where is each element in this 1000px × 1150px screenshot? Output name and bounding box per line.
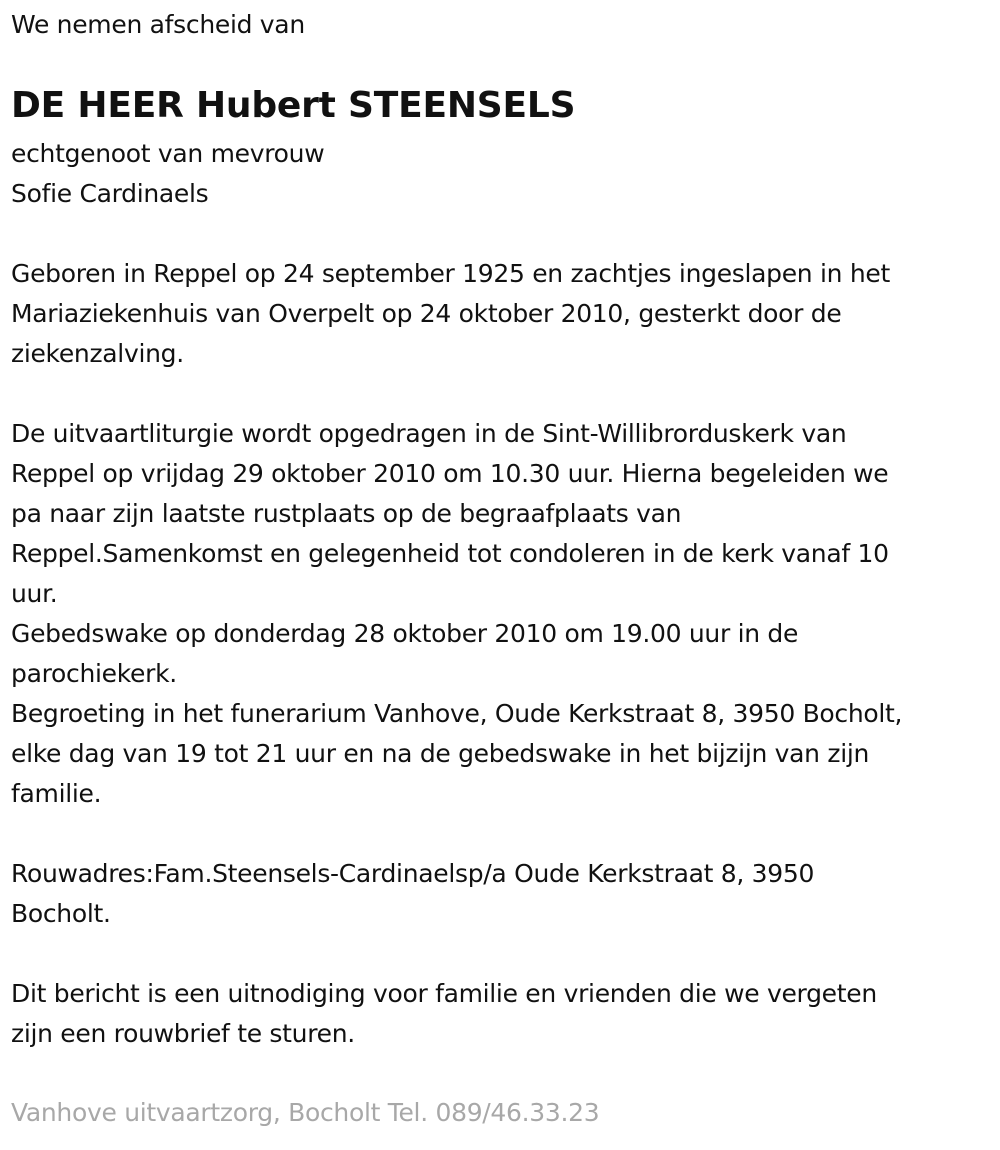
ceremony-line: familie. (11, 779, 102, 808)
ceremony-line: elke dag van 19 tot 21 uur en na de gebedswake in het bijzijn van zijn (11, 739, 870, 768)
birth-death-line: Geboren in Reppel op 24 september 1925 en zachtjes ingeslapen in het (11, 259, 890, 288)
birth-death-line: Mariaziekenhuis van Overpelt op 24 oktober 2010, gesterkt door de (11, 299, 842, 328)
mourning-address-block (11, 854, 814, 934)
ceremony-line: uur. (11, 579, 58, 608)
birth-death-block (11, 254, 890, 374)
ceremony-line: parochiekerk. (11, 659, 177, 688)
spouse-line: Sofie Cardinaels (11, 179, 209, 208)
invitation-line: Dit bericht is een uitnodiging voor familie en vrienden die we vergeten (11, 979, 877, 1008)
ceremony-line: pa naar zijn laatste rustplaats op de begraafplaats van (11, 499, 682, 528)
deceased-name-title: DE HEER Hubert STEENSELS (11, 85, 576, 126)
ceremony-line: Reppel op vrijdag 29 oktober 2010 om 10.30 uur. Hierna begeleiden we (11, 459, 889, 488)
funeral-home-footer: Vanhove uitvaartzorg, Bocholt Tel. 089/46.33.23 (11, 1098, 600, 1127)
intro-text: We nemen afscheid van (11, 10, 305, 39)
ceremony-block (11, 414, 902, 814)
spouse-block (11, 134, 324, 214)
ceremony-line: Gebedswake op donderdag 28 oktober 2010 om 19.00 uur in de (11, 619, 799, 648)
invitation-line: zijn een rouwbrief te sturen. (11, 1019, 355, 1048)
ceremony-line: Begroeting in het funerarium Vanhove, Oude Kerkstraat 8, 3950 Bocholt, (11, 699, 903, 728)
mourning-address-line: Bocholt. (11, 899, 111, 928)
invitation-block (11, 974, 877, 1054)
spouse-line: echtgenoot van mevrouw (11, 139, 325, 168)
ceremony-line: De uitvaartliturgie wordt opgedragen in de Sint-Willibrorduskerk van (11, 419, 847, 448)
ceremony-line: Reppel.Samenkomst en gelegenheid tot condoleren in de kerk vanaf 10 (11, 539, 889, 568)
mourning-address-line: Rouwadres:Fam.Steensels-Cardinaelsp/a Oude Kerkstraat 8, 3950 (11, 859, 815, 888)
birth-death-line: ziekenzalving. (11, 339, 184, 368)
